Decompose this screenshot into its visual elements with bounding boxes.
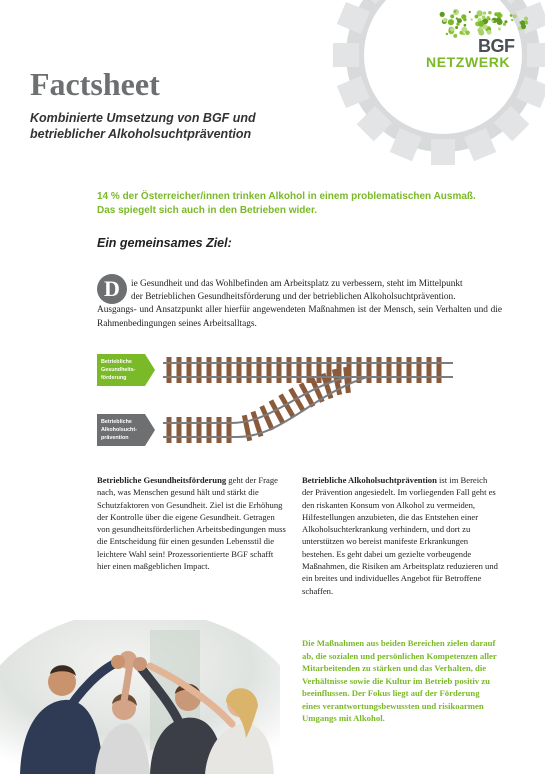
arrow-label-top: [97, 354, 155, 386]
logo-dot: [513, 14, 517, 18]
track-sleeper: [167, 417, 172, 443]
label-top-line-2: Gesundheits-: [101, 367, 136, 373]
logo-dot: [478, 30, 484, 36]
logo-dot: [463, 18, 466, 21]
track-sleeper: [207, 417, 212, 443]
logo-dot: [463, 33, 465, 35]
track-sleeper: [397, 357, 402, 383]
intro-line-1: ie Gesundheit und das Wohlbefinden am Arbeitsplatz zu verbessern, steht im Mittelpunkt: [131, 279, 463, 289]
column-alkohol-text: ist im Bereich der Prävention angesiedelt. Im vorliegenden Fall geht es den riskanten Konsum von Alkohol zu vermeiden, Hilfestellungen anzubieten, die das Entstehen einer Alkoholsuchterkrankung verhindern, und dort zu unterstützen wo bereist manifeste Erkrankungen bestehen. Es geht dabei um gezielte vorbeugende Maßnahmen, die Risiken am Arbeitsplatz reduzieren und ein breites und individuelles Angebot für Betroffene schaffen.: [302, 475, 498, 596]
logo-dot: [478, 21, 484, 27]
highlight-line-2: Das spiegelt sich auch in den Betrieben wider.: [97, 205, 318, 216]
page-subtitle: Kombinierte Umsetzung von BGF und betrieblicher Alkoholsuchtprävention: [30, 111, 256, 141]
track-sleeper: [317, 357, 322, 383]
column-alkohol-heading: Betriebliche Alkoholsuchtprävention: [302, 475, 437, 485]
sleepers-bottom: [167, 417, 232, 443]
track-sleeper: [167, 357, 172, 383]
label-top-line-1: Betriebliche: [101, 359, 132, 365]
track-sleeper: [237, 357, 242, 383]
logo-text-bgf: BGF: [478, 36, 515, 56]
column-bgf: [97, 474, 287, 572]
dropcap: D: [97, 274, 127, 304]
track-sleeper: [367, 357, 372, 383]
track-sleeper: [277, 357, 282, 383]
logo-dot: [440, 12, 445, 17]
logo-dot: [450, 27, 455, 32]
label-bottom-line-2: Alkoholsucht-: [101, 427, 137, 433]
track-sleeper: [257, 357, 262, 383]
logo-dot: [455, 26, 458, 29]
logo-dot: [518, 27, 522, 31]
logo-dot: [488, 11, 491, 14]
track-sleeper: [417, 357, 422, 383]
logo-dot: [482, 15, 486, 19]
logo-dot: [525, 21, 528, 24]
logo-dot: [454, 10, 456, 12]
logo-dot: [475, 15, 479, 19]
track-sleeper: [227, 357, 232, 383]
column-bgf-text: geht der Frage nach, was Menschen gesund hält und stärkt die Schutzfaktoren von Gesundheit. Ziel ist die Erhöhung der Kontrolle über die eigene Gesundheit. Getragen von gesundheitsförderlichen Arbeitsbedingungen muss die Entscheidung für einen gesunden Lebensstil die leichtere Wahl sein! Prozessorientierte BGF schafft hier einen maßgeblichen Impact.: [97, 475, 286, 572]
logo-dot: [443, 18, 447, 22]
track-sleeper: [267, 357, 272, 383]
track-sleeper: [217, 417, 222, 443]
track-sleeper: [387, 357, 392, 383]
track-sleeper: [377, 357, 382, 383]
arrow-label-bottom: [97, 414, 155, 446]
summary-green-text: Die Maßnahmen aus beiden Bereichen zielen darauf ab, die sozialen und persönlichen Kompetenzen aller Mitarbeitenden zu stärken und das Verhalten, die Verhältnisse sowie die Kultur im Betrieb positiv zu beeinflussen. Der Fokus liegt auf der Förderung eines verantwortungsbewussten und risikoarmen Umgangs mit Alkohol.: [302, 638, 497, 723]
logo-dot: [504, 20, 507, 23]
track-sleeper: [197, 417, 202, 443]
gear-tooth: [431, 139, 455, 165]
sleepers-top: [167, 357, 442, 383]
intro-line-2: der Betrieblichen Gesundheitsförderung und der betrieblichen Alkoholsuchtprävention.: [131, 292, 456, 303]
track-sleeper: [247, 357, 252, 383]
logo-dot: [483, 12, 486, 15]
track-diagram: [97, 350, 497, 460]
logo-dot: [487, 30, 492, 35]
logo-dot: [510, 14, 513, 17]
logo-dot: [524, 17, 528, 21]
label-bottom-line-1: Betriebliche: [101, 419, 132, 425]
highlight-statement: [97, 190, 497, 218]
logo-dot: [503, 23, 506, 26]
track-sleeper: [407, 357, 412, 383]
track-sleeper: [437, 357, 442, 383]
logo-dot: [450, 14, 454, 18]
page-title: Factsheet: [30, 66, 160, 102]
column-bgf-heading: Betriebliche Gesundheitsförderung: [97, 475, 227, 485]
track-sleeper: [259, 405, 274, 431]
track-sleeper: [227, 417, 232, 443]
logo-dot: [487, 16, 491, 20]
logo-dot: [497, 13, 502, 18]
team-photo: [0, 620, 280, 774]
logo-dot: [471, 18, 473, 20]
logo-dot: [492, 20, 494, 22]
logo-text-netzwerk: NETZWERK: [426, 54, 511, 70]
track-sleeper: [187, 417, 192, 443]
logo-dot: [465, 31, 470, 36]
track-sleeper: [287, 357, 292, 383]
logo-dot: [456, 22, 459, 25]
intro-rest: Ausgangs- und Ansatzpunkt aller hierfür angewendeten Maßnahmen ist der Mensch, sein Verhalten und die Rahmenbedingungen seines Arbeitsalltags.: [97, 305, 502, 329]
track-sleeper: [187, 357, 192, 383]
intro-paragraph: [97, 278, 502, 331]
logo-dot: [448, 19, 454, 25]
gear-tooth: [333, 43, 359, 67]
logo-dot: [498, 28, 501, 31]
track-sleeper: [197, 357, 202, 383]
label-top-line-3: förderung: [101, 375, 127, 381]
logo-dot: [456, 17, 458, 19]
track-sleeper: [207, 357, 212, 383]
track-sleeper: [177, 417, 182, 443]
logo-dot: [453, 34, 457, 38]
track-sleeper: [217, 357, 222, 383]
highlight-line-1: 14 % der Österreicher/innen trinken Alkohol in einem problematischen Ausmaß.: [97, 191, 476, 202]
logo-dot: [446, 33, 448, 35]
logo-dot: [496, 17, 501, 22]
logo-dot: [464, 24, 467, 27]
track-sleeper: [427, 357, 432, 383]
label-bottom-line-3: prävention: [101, 435, 129, 441]
track-sleeper: [297, 357, 302, 383]
logo-dot: [511, 19, 513, 21]
logo-dot: [469, 11, 471, 13]
track-sleeper: [177, 357, 182, 383]
column-alkohol: [302, 474, 499, 597]
goal-heading: Ein gemeinsames Ziel:: [97, 236, 232, 250]
logo-dot: [520, 20, 525, 25]
